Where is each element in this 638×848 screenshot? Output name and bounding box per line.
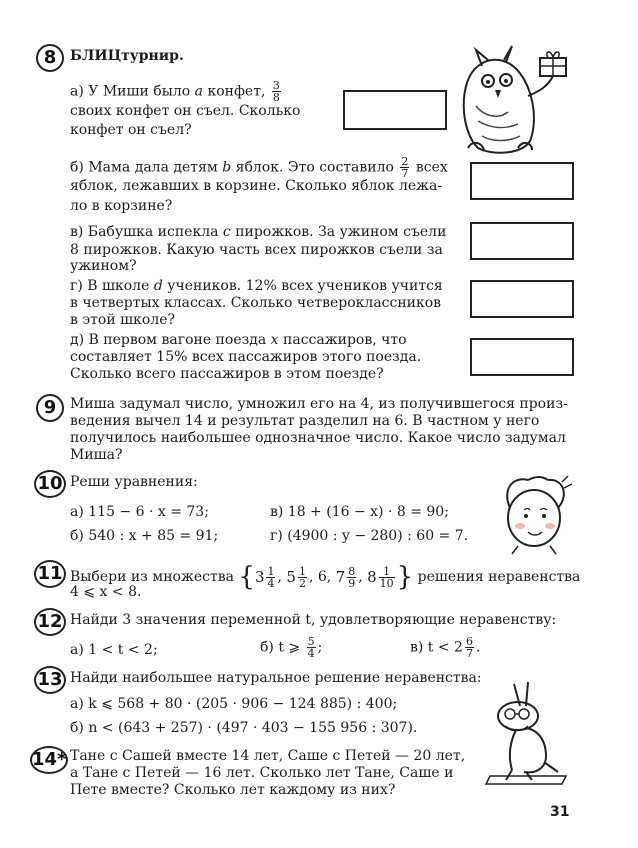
task-8c-line1: в) Бабушка испекла c пирожков. За ужином съели [70, 224, 447, 240]
task-12-title: Найди 3 значения переменной t, удовлетворяющие неравенству: [70, 612, 557, 628]
task-10b: б) 540 : x + 85 = 91; [70, 528, 219, 544]
owl-illustration [448, 36, 573, 156]
task-9-badge: 9 [36, 394, 64, 422]
task-8e-line2: составляет 15% всех пассажиров этого поезда. [70, 349, 422, 365]
answer-box-8e[interactable] [470, 338, 574, 376]
donkey-illustration [476, 676, 576, 786]
task-8c-line3: ужином? [70, 258, 137, 274]
set-open-brace: { [238, 562, 255, 592]
task-10-badge: 10 [34, 470, 66, 498]
task-8a-line1: а) У Миши было a конфет, $\frac{3}{8}$ [70, 79, 280, 104]
task-8c-line2: 8 пирожков. Какую часть всех пирожков съели за [70, 242, 443, 258]
task-11-badge: 11 [34, 560, 66, 588]
fraction-3-8: $\frac{3}{8}$ [272, 79, 280, 104]
task-14-line2: а Тане с Петей — 16 лет. Сколько лет Тане, Саше и [70, 765, 454, 781]
set-elem-5-1-2: 5 $\frac{1}{2}$ [286, 564, 306, 590]
task-8-badge: 8 [36, 44, 64, 72]
task-10c: в) 18 + (16 − x) · 8 = 90; [270, 504, 449, 520]
set-elem-3-1-4: 3 $\frac{1}{4}$ [254, 564, 275, 590]
task-8b-line2: яблок, лежавших в корзине. Сколько яблок лежа- [70, 178, 443, 194]
answer-box-8c[interactable] [470, 222, 574, 260]
task-12c: в) t < 2 $\frac{6}{7}$ . [410, 635, 481, 660]
task-9-line2: ведения вычел 14 и результат разделил на 6. В частном у него [70, 413, 540, 429]
task-13-badge: 13 [34, 666, 66, 694]
task-8e-line3: Сколько всего пассажиров в этом поезде? [70, 366, 384, 382]
set-elem-6: 6, [317, 569, 332, 585]
set-elem-8-1-10: 8 $\frac{1}{10}$ [367, 564, 394, 590]
task-12b: б) t ⩾ $\frac{5}{4}$ ; [260, 635, 323, 660]
task-11-line2: 4 ⩽ x < 8. [70, 584, 142, 600]
fraction-5-4: $\frac{5}{4}$ [307, 635, 315, 660]
task-8-title: БЛИЦтурнир. [70, 48, 184, 64]
set-elem-7-8-9: 7 $\frac{8}{9}$ [335, 564, 356, 590]
task-14-line1: Тане с Сашей вместе 14 лет, Саше с Петей — 20 лет, [70, 748, 466, 764]
page-number: 31 [550, 804, 570, 820]
task-10a: а) 115 − 6 · x = 73; [70, 504, 209, 520]
task-8d-line3: в этой школе? [70, 312, 176, 328]
task-14-line3: Пете вместе? Сколько лет каждому из них? [70, 782, 396, 798]
task-10d: г) (4900 : y − 280) : 60 = 7. [270, 528, 469, 544]
task-13a: а) k ⩽ 568 + 80 · (205 · 906 − 124 885) : 400; [70, 696, 398, 712]
task-8a-line2: своих конфет он съел. Сколько [70, 103, 301, 119]
task-8a-line3: конфет он съел? [70, 122, 192, 138]
task-8d-line1: г) В школе d учеников. 12% всех учеников учится [70, 278, 443, 294]
task-12-badge: 12 [34, 608, 66, 636]
task-10-title: Реши уравнения: [70, 474, 198, 490]
boy-illustration [492, 470, 582, 555]
task-9-line4: Миша? [70, 447, 123, 463]
answer-box-8a[interactable] [343, 90, 447, 130]
task-8e-line1: д) В первом вагоне поезда x пассажиров, что [70, 332, 407, 348]
task-8b-line1: б) Мама дала детям b яблок. Это составило $\frac{2}{7}$ всех [70, 155, 448, 180]
task-13b: б) n < (643 + 257) · (497 · 403 − 155 956 : 307). [70, 720, 418, 736]
task-9-line3: получилось наибольшее однозначное число. Какое число задумал [70, 430, 566, 446]
task-12a: а) 1 < t < 2; [70, 642, 158, 658]
task-8b-line3: ло в корзине? [70, 198, 173, 214]
fraction-2-7: $\frac{2}{7}$ [401, 155, 409, 180]
set-close-brace: } [396, 562, 414, 592]
task-14-badge: 14* [30, 746, 68, 774]
task-8d-line2: в четвертых классах. Сколько четвероклассников [70, 295, 442, 311]
fraction-6-7: $\frac{6}{7}$ [465, 635, 473, 660]
task-11-line1: Выбери из множества {3 $\frac{1}{4}$ , 5 $\frac{1}{2}$ , 6, 7 $\frac{8}{9}$ , 8 $\frac{1}{10}$ } решения неравенства [70, 562, 581, 592]
answer-box-8b[interactable] [470, 162, 574, 200]
answer-box-8d[interactable] [470, 280, 574, 318]
task-13-title: Найди наибольшее натуральное решение неравенства: [70, 670, 482, 686]
task-9-line1: Миша задумал число, умножил его на 4, из получившегося произ- [70, 396, 568, 412]
